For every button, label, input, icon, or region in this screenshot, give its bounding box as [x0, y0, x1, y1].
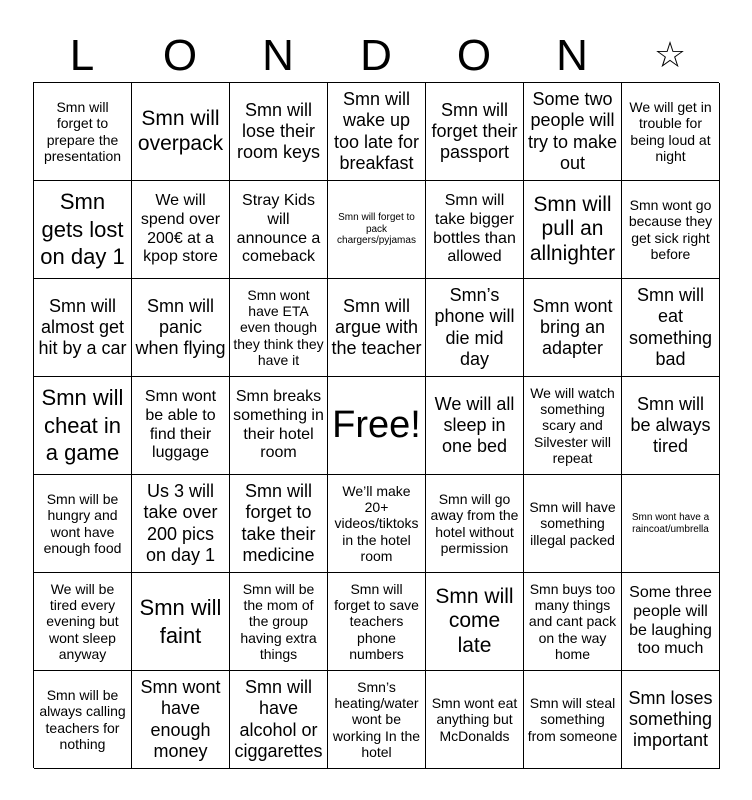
bingo-cell[interactable]: Smn will forget their passport	[426, 83, 524, 181]
bingo-cell[interactable]: Smn will be hungry and wont have enough food	[34, 475, 132, 573]
bingo-cell[interactable]: Smn will go away from the hotel without permission	[426, 475, 524, 573]
bingo-cell[interactable]: Smn will almost get hit by a car	[34, 279, 132, 377]
bingo-cell[interactable]: Us 3 will take over 200 pics on day 1	[132, 475, 230, 573]
bingo-cell[interactable]: Smn will argue with the teacher	[328, 279, 426, 377]
bingo-cell[interactable]: Smn’s heating/water wont be working In the hotel	[328, 671, 426, 769]
bingo-cell[interactable]: Smn will forget to prepare the presentation	[34, 83, 132, 181]
bingo-cell[interactable]: Smn will forget to pack chargers/pyjamas	[328, 181, 426, 279]
free-space-cell[interactable]: Free!	[328, 377, 426, 475]
bingo-cell[interactable]: Smn wont go because they get sick right before	[622, 181, 720, 279]
bingo-cell[interactable]: Smn will be always tired	[622, 377, 720, 475]
bingo-cell[interactable]: Smn breaks something in their hotel room	[230, 377, 328, 475]
bingo-cell[interactable]: Smn wont have enough money	[132, 671, 230, 769]
bingo-cell[interactable]: Smn loses something important	[622, 671, 720, 769]
bingo-cell[interactable]: Smn wont have a raincoat/umbrella	[622, 475, 720, 573]
bingo-cell[interactable]: We will spend over 200€ at a kpop store	[132, 181, 230, 279]
bingo-cell[interactable]: Smn wont bring an adapter	[524, 279, 622, 377]
bingo-cell[interactable]: Smn will cheat in a game	[34, 377, 132, 475]
bingo-cell[interactable]: We will watch something scary and Silvester will repeat	[524, 377, 622, 475]
bingo-cell[interactable]: Smn will be the mom of the group having extra things	[230, 573, 328, 671]
title-letter-d: D	[360, 31, 392, 80]
star-icon: ☆	[653, 35, 687, 76]
bingo-cell[interactable]: Smn will eat something bad	[622, 279, 720, 377]
title-letter-l: L	[69, 31, 95, 80]
title-letter-o: O	[162, 31, 198, 80]
bingo-cell[interactable]: Smn will come late	[426, 573, 524, 671]
bingo-cell[interactable]: Smn wont eat anything but McDonalds	[426, 671, 524, 769]
bingo-cell[interactable]: Smn will steal something from someone	[524, 671, 622, 769]
bingo-cell[interactable]: Smn will faint	[132, 573, 230, 671]
bingo-cell[interactable]: Some three people will be laughing too much	[622, 573, 720, 671]
bingo-grid	[33, 82, 719, 768]
bingo-cell[interactable]: We will all sleep in one bed	[426, 377, 524, 475]
bingo-cell[interactable]: Smn will overpack	[132, 83, 230, 181]
title-letter-n: N	[262, 31, 294, 80]
bingo-cell[interactable]: Smn gets lost on day 1	[34, 181, 132, 279]
bingo-cell[interactable]: Smn will wake up too late for breakfast	[328, 83, 426, 181]
bingo-cell[interactable]: Smn will take bigger bottles than allowed	[426, 181, 524, 279]
bingo-cell[interactable]: We will be tired every evening but wont sleep anyway	[34, 573, 132, 671]
bingo-cell[interactable]: Smn will forget to take their medicine	[230, 475, 328, 573]
bingo-cell[interactable]: Smn will have alcohol or ciggarettes	[230, 671, 328, 769]
bingo-cell[interactable]: Smn will panic when flying	[132, 279, 230, 377]
title-letter-n: N	[556, 31, 588, 80]
bingo-cell[interactable]: Smn will be always calling teachers for nothing	[34, 671, 132, 769]
bingo-cell[interactable]: Smn will pull an allnighter	[524, 181, 622, 279]
bingo-cell[interactable]: Smn will lose their room keys	[230, 83, 328, 181]
bingo-cell[interactable]: Smn wont be able to find their luggage	[132, 377, 230, 475]
title-header	[33, 30, 719, 82]
bingo-cell[interactable]: Some two people will try to make out	[524, 83, 622, 181]
title-letter-o: O	[456, 31, 492, 80]
bingo-cell[interactable]: We will get in trouble for being loud at night	[622, 83, 720, 181]
bingo-cell[interactable]: Smn wont have ETA even though they think they have it	[230, 279, 328, 377]
bingo-cell[interactable]: Smn will forget to save teachers phone numbers	[328, 573, 426, 671]
bingo-cell[interactable]: We’ll make 20+ videos/tiktoks in the hotel room	[328, 475, 426, 573]
bingo-cell[interactable]: Smn will have something illegal packed	[524, 475, 622, 573]
bingo-cell[interactable]: Smn’s phone will die mid day	[426, 279, 524, 377]
bingo-cell[interactable]: Stray Kids will announce a comeback	[230, 181, 328, 279]
bingo-cell[interactable]: Smn buys too many things and cant pack on the way home	[524, 573, 622, 671]
